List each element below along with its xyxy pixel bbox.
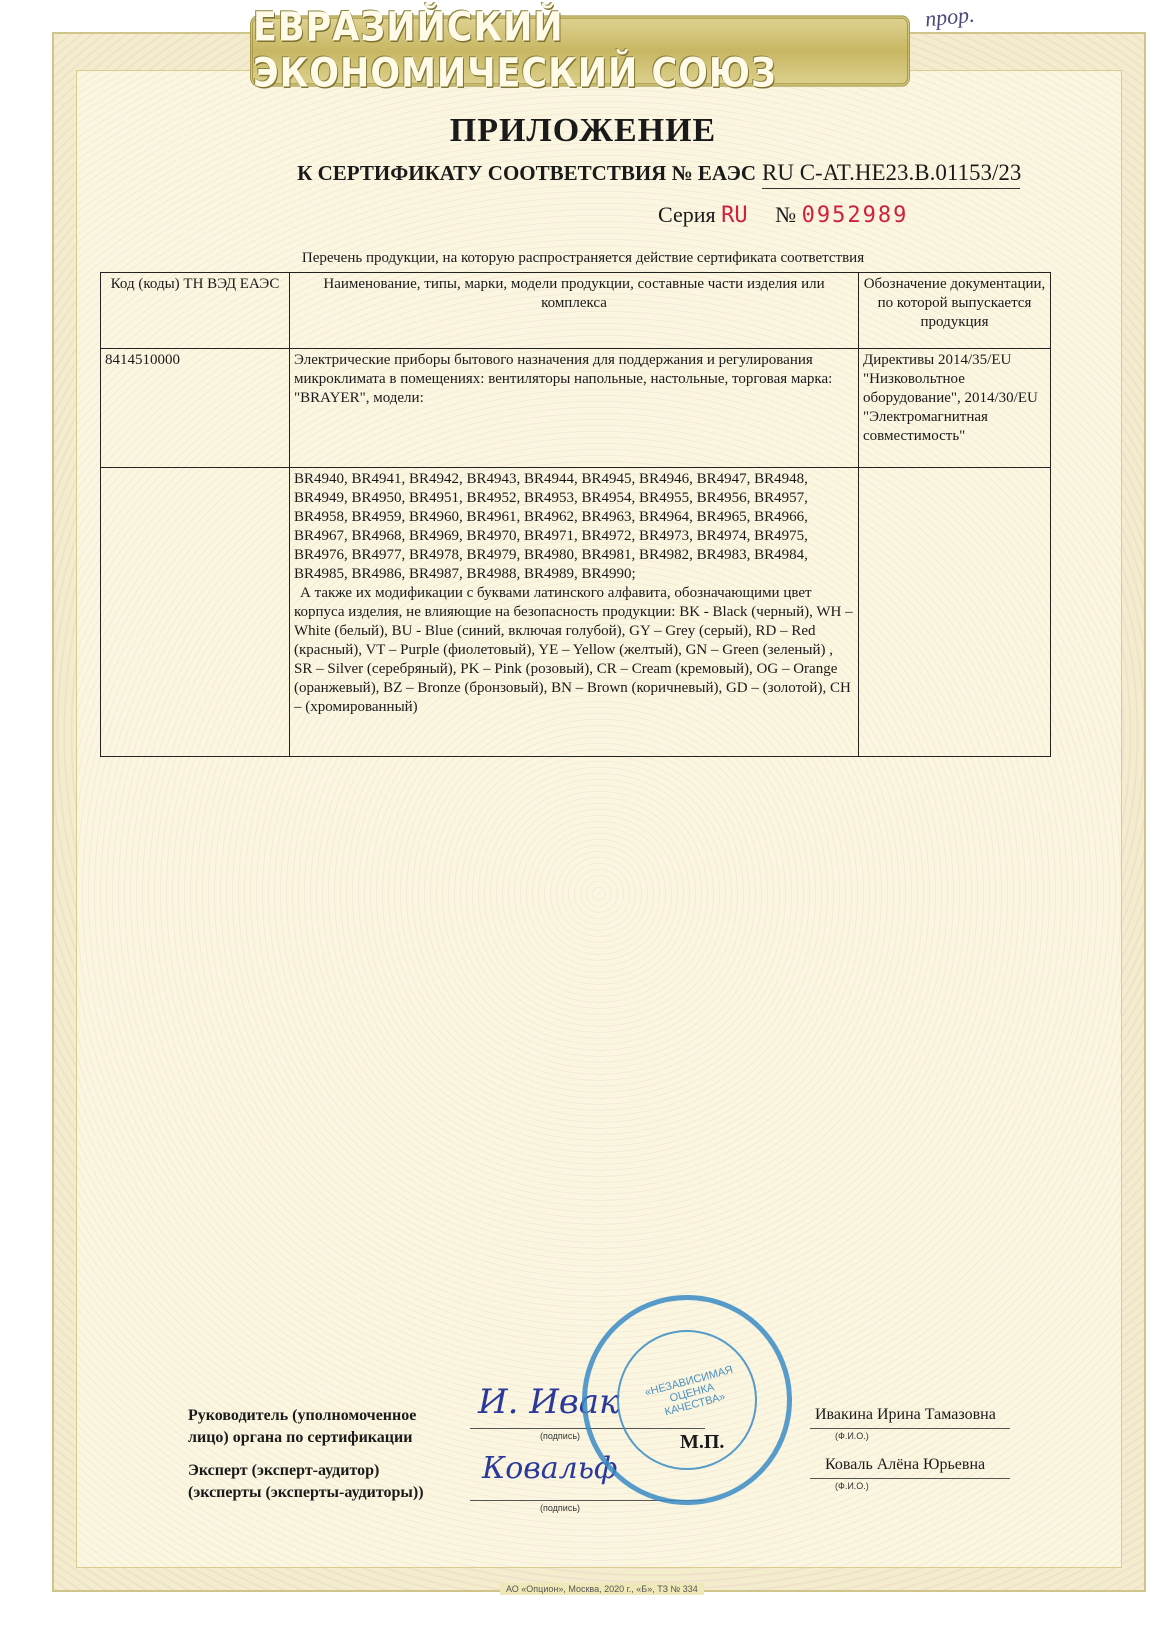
cell-docs: Директивы 2014/35/EU "Низковольтное оборудование", 2014/30/EU "Электромагнитная совместимость": [859, 349, 1051, 468]
expert-label: [188, 1460, 424, 1504]
color-modifications: А также их модификации с буквами латинского алфавита, обозначающими цвет корпуса изделия, не влияющие на безопасность продукции: BK - Black (черный), WH – White (белый), BU - Blue (синий, включая голубой), GY – Grey (серый), RD – Red (красный), VT – Purple (фиолетовый), YE – Yellow (желтый), GN – Green (зеленый) , SR – Silver (серебряный), PK – Pink (розовый), CR – Cream (кремовый), OG – Orange (оранжевый), BZ – Bronze (бронзовый), BN – Brown (коричневый), GD – (золотой), CH – (хромированный): [294, 585, 853, 715]
certificate-number: RU C-AT.HE23.B.01153/23: [762, 160, 1020, 189]
header-name: Наименование, типы, марки, модели продукции, составные части изделия или комплекса: [290, 273, 859, 349]
cell-name: Электрические приборы бытового назначения для поддержания и регулирования микроклимата в помещениях: вентиляторы напольные, настольные, торговая марка: "BRAYER", модели:: [290, 349, 859, 468]
certificate-line: [297, 160, 1020, 189]
series-line: [658, 202, 908, 228]
head-name-line: [810, 1428, 1010, 1429]
cell-name: [290, 468, 859, 757]
header-code: Код (коды) ТН ВЭД ЕАЭС: [101, 273, 290, 349]
cell-code: [101, 468, 290, 757]
head-signature: И. Ивак: [478, 1382, 620, 1422]
certificate-label: К СЕРТИФИКАТУ СООТВЕТСТВИЯ № ЕАЭС: [297, 161, 756, 185]
expert-label-line2: (эксперты (эксперты-аудиторы)): [188, 1484, 424, 1501]
printer-note: АО «Опцион», Москва, 2020 г., «Б», ТЗ № 334: [500, 1583, 704, 1595]
eaeu-banner: ЕВРАЗИЙСКИЙ ЭКОНОМИЧЕСКИЙ СОЮЗ: [250, 15, 910, 86]
list-title: Перечень продукции, на которую распространяется действие сертификата соответствия: [301, 250, 865, 266]
expert-fio-caption: (Ф.И.О.): [835, 1481, 869, 1491]
head-signature-caption: (подпись): [540, 1431, 581, 1441]
table-header-row: [101, 273, 1051, 349]
page-title: ПРИЛОЖЕНИЕ: [449, 112, 717, 149]
series-label: Серия: [658, 202, 716, 227]
table-row: [101, 349, 1051, 468]
head-name: Ивакина Ирина Тамазовна: [815, 1406, 996, 1423]
expert-name-line: [810, 1478, 1010, 1479]
table-row: [101, 468, 1051, 757]
head-label-line2: лицо) органа по сертификации: [188, 1429, 413, 1446]
expert-signature-caption: (подпись): [540, 1503, 581, 1513]
cell-code: 8414510000: [101, 349, 290, 468]
handwritten-note: прор.: [923, 1, 976, 32]
expert-label-line1: Эксперт (эксперт-аудитор): [188, 1462, 380, 1479]
expert-name: Коваль Алёна Юрьевна: [825, 1456, 986, 1473]
stamp-text: «НЕЗАВИСИМАЯ ОЦЕНКА КАЧЕСТВА»: [643, 1363, 735, 1419]
expert-signature: Ковальф: [482, 1451, 618, 1486]
head-label-line1: Руководитель (уполномоченное: [188, 1407, 417, 1424]
head-label: [188, 1405, 416, 1449]
stamp-place-label: М.П.: [680, 1431, 725, 1453]
cell-docs: [859, 468, 1051, 757]
head-fio-caption: (Ф.И.О.): [835, 1431, 869, 1441]
model-list: BR4940, BR4941, BR4942, BR4943, BR4944, BR4945, BR4946, BR4947, BR4948, BR4949, BR4950, BR4951, BR4952, BR4953, BR4954, BR4955, BR4956, BR4957, BR4958, BR4959, BR4960, BR4961, BR4962, BR4963, BR4964, BR4965, BR4966, BR4967, BR4968, BR4969, BR4970, BR4971, BR4972, BR4973, BR4974, BR4975, BR4976, BR4977, BR4978, BR4979, BR4980, BR4981, BR4982, BR4983, BR4984, BR4985, BR4986, BR4987, BR4988, BR4989, BR4990;: [294, 471, 808, 582]
number-value: 0952989: [801, 203, 909, 228]
number-label: №: [775, 202, 797, 227]
series-value: RU: [721, 203, 748, 228]
certification-stamp: [582, 1295, 792, 1505]
products-table: [100, 272, 1051, 757]
header-docs: Обозначение документации, по которой выпускается продукция: [859, 273, 1051, 349]
